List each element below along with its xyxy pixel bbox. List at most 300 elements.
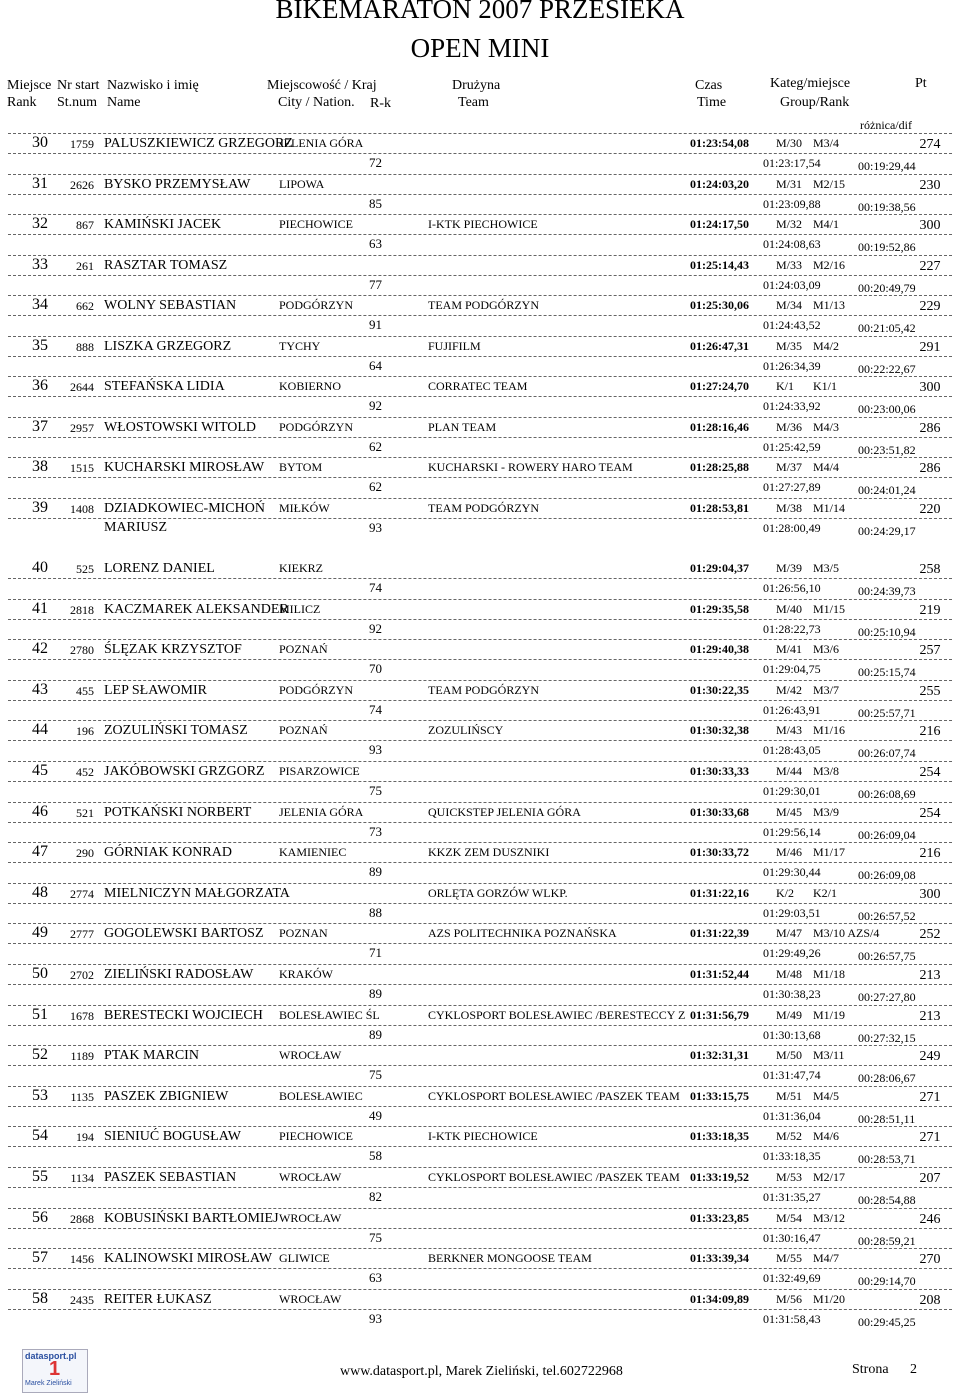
net-time: 01:28:00,49 xyxy=(763,520,821,535)
place-number: 51 xyxy=(32,1005,48,1023)
net-time: 01:26:34,39 xyxy=(763,358,821,373)
header-czas: Czas xyxy=(695,78,723,93)
start-number: 290 xyxy=(76,846,94,861)
header-nazwisko: Nazwisko i imię xyxy=(107,78,199,93)
birth-year: 89 xyxy=(369,1026,382,1042)
place-number: 37 xyxy=(32,417,48,435)
finish-time: 01:31:22,39 xyxy=(690,926,749,941)
finish-time: 01:33:23,85 xyxy=(690,1210,749,1225)
competitor-name: PASZEK ZBIGNIEW xyxy=(104,1088,229,1104)
net-time: 01:23:09,88 xyxy=(763,196,821,211)
team-name: ORLĘTA GORZÓW WLKP. xyxy=(428,885,568,900)
place-number: 44 xyxy=(32,721,48,739)
place-number: 41 xyxy=(32,599,48,617)
finish-time: 01:30:22,35 xyxy=(690,682,749,697)
time-difference: 00:28:53,71 xyxy=(858,1152,916,1167)
start-number: 455 xyxy=(76,683,94,698)
net-time: 01:24:03,09 xyxy=(763,277,821,292)
city: BYTOM xyxy=(279,460,323,474)
header-rank: Rank xyxy=(7,95,37,110)
net-time: 01:31:35,27 xyxy=(763,1190,821,1204)
place-number: 36 xyxy=(32,377,48,394)
city: GLIWICE xyxy=(279,1251,330,1266)
start-number: 1134 xyxy=(70,1171,94,1185)
city: POZNAŃ xyxy=(279,723,328,738)
header-team: Team xyxy=(458,95,489,110)
points: 227 xyxy=(919,258,941,274)
category: M/43 xyxy=(776,723,803,738)
net-time: 01:31:47,74 xyxy=(763,1068,821,1083)
points: 208 xyxy=(919,1292,941,1308)
competitor-name: BERESTECKI WOJCIECH xyxy=(104,1007,263,1023)
table-row xyxy=(0,1005,960,1045)
group-rank: M2/16 xyxy=(813,257,846,272)
table-row xyxy=(0,295,960,335)
place-number: 30 xyxy=(32,134,48,151)
start-number: 521 xyxy=(76,805,94,820)
city: WROCŁAW xyxy=(279,1048,342,1063)
finish-time: 01:24:17,50 xyxy=(690,217,749,231)
category: M/56 xyxy=(776,1291,803,1306)
table-row xyxy=(0,1126,960,1166)
city: PIECHOWICE xyxy=(279,1129,353,1144)
header-roznica: różnica/dif xyxy=(860,118,912,132)
table-row xyxy=(0,376,960,416)
footer-contact: www.datasport.pl, Marek Zieliński, tel.602722968 xyxy=(340,1364,623,1379)
time-difference: 00:23:51,82 xyxy=(858,442,916,457)
group-rank: M1/18 xyxy=(813,967,846,981)
competitor-name: WOLNY SEBASTIAN xyxy=(104,298,237,313)
finish-time: 01:26:47,31 xyxy=(690,338,749,353)
birth-year: 71 xyxy=(369,945,382,961)
start-number: 1408 xyxy=(70,501,94,516)
header-time: Time xyxy=(697,95,727,110)
header-st-num: St.num xyxy=(57,95,98,110)
place-number: 53 xyxy=(32,1086,48,1104)
birth-year: 62 xyxy=(369,438,382,454)
place-number: 31 xyxy=(32,174,48,192)
start-number: 1678 xyxy=(70,1008,94,1023)
net-time: 01:31:58,43 xyxy=(763,1311,821,1326)
birth-year: 73 xyxy=(369,823,382,839)
table-row xyxy=(0,255,960,295)
header-city: City / Nation. xyxy=(278,95,355,110)
table-row xyxy=(0,680,960,720)
team-name: FUJIFILM xyxy=(428,338,481,353)
competitor-name: LISZKA GRZEGORZ xyxy=(104,338,232,354)
points: 300 xyxy=(919,380,941,395)
table-row xyxy=(0,1045,960,1085)
group-rank: M2/15 xyxy=(813,176,846,191)
table-row xyxy=(0,336,960,376)
city: PODGÓRZYN xyxy=(279,682,354,697)
start-number: 2818 xyxy=(70,602,94,617)
page-title: BIKEMARATON 2007 PRZESIEKA xyxy=(275,0,685,24)
finish-time: 01:25:30,06 xyxy=(690,298,749,312)
place-number: 54 xyxy=(32,1127,48,1145)
points: 220 xyxy=(919,501,941,517)
place-number: 46 xyxy=(32,802,48,820)
team-name: AZS POLITECHNIKA POZNAŃSKA xyxy=(428,926,617,941)
finish-time: 01:32:31,31 xyxy=(690,1048,749,1063)
group-rank: M1/14 xyxy=(813,500,846,515)
start-number: 1135 xyxy=(70,1089,94,1104)
competitor-name: LEP SŁAWOMIR xyxy=(104,682,207,698)
group-rank: M1/16 xyxy=(813,723,846,738)
group-rank: M4/4 xyxy=(813,460,840,474)
net-time: 01:29:49,26 xyxy=(763,946,821,961)
place-number: 52 xyxy=(32,1046,48,1064)
start-number: 2777 xyxy=(70,927,94,942)
time-difference: 00:28:59,21 xyxy=(858,1233,916,1248)
points: 270 xyxy=(919,1252,941,1268)
team-name: KUCHARSKI - ROWERY HARO TEAM xyxy=(428,460,633,474)
time-difference: 00:27:32,15 xyxy=(858,1030,916,1045)
time-difference: 00:26:09,04 xyxy=(858,827,916,842)
table-row xyxy=(0,842,960,882)
logo-text: datasport.pl xyxy=(25,1351,77,1361)
group-rank: M1/17 xyxy=(813,845,846,860)
group-rank: M3/8 xyxy=(813,764,840,778)
place-number: 48 xyxy=(32,883,48,901)
time-difference: 00:25:10,94 xyxy=(858,624,916,639)
points: 300 xyxy=(919,886,941,902)
birth-year: 91 xyxy=(369,317,382,332)
place-number: 39 xyxy=(32,498,48,516)
category: M/50 xyxy=(776,1048,803,1063)
table-row xyxy=(0,1086,960,1126)
city: KOBIERNO xyxy=(279,379,341,393)
birth-year: 75 xyxy=(369,1067,382,1083)
finish-time: 01:28:16,46 xyxy=(690,419,749,434)
net-time: 01:25:42,59 xyxy=(763,439,821,454)
category: M/48 xyxy=(776,967,803,981)
competitor-name: BYSKO PRZEMYSŁAW xyxy=(104,176,251,192)
time-difference: 00:28:54,88 xyxy=(858,1193,916,1207)
points: 216 xyxy=(919,846,941,862)
time-difference: 00:19:38,56 xyxy=(858,199,916,214)
birth-year: 93 xyxy=(369,519,382,535)
points: 246 xyxy=(919,1211,941,1227)
table-row xyxy=(0,639,960,679)
group-rank: M3/12 xyxy=(813,1210,846,1225)
table-row xyxy=(0,761,960,801)
competitor-name: GOGOLEWSKI BARTOSZ xyxy=(104,926,264,942)
team-name: CYKLOSPORT BOLESŁAWIEC /BERESTECCY Z xyxy=(428,1007,686,1022)
header-miejsce: Miejsce xyxy=(7,78,52,93)
header-pt: Pt xyxy=(915,76,927,91)
table-row xyxy=(0,923,960,963)
place-number: 56 xyxy=(32,1208,48,1226)
place-number: 35 xyxy=(32,336,48,354)
time-difference: 00:27:27,80 xyxy=(858,990,916,1004)
table-row xyxy=(0,214,960,254)
table-row xyxy=(0,964,960,1004)
city: LIPOWA xyxy=(279,176,325,191)
category: M/52 xyxy=(776,1129,803,1144)
points: 254 xyxy=(919,765,941,780)
birth-year: 74 xyxy=(369,701,382,717)
datasport-logo xyxy=(22,1349,88,1393)
group-rank: M4/7 xyxy=(813,1251,840,1266)
city: MIŁKÓW xyxy=(279,500,330,515)
net-time: 01:29:04,75 xyxy=(763,662,821,677)
points: 213 xyxy=(919,1008,941,1024)
city: PIECHOWICE xyxy=(279,217,353,231)
table-row xyxy=(0,417,960,457)
net-time: 01:26:56,10 xyxy=(763,581,821,595)
birth-year: 85 xyxy=(369,195,382,211)
net-time: 01:30:13,68 xyxy=(763,1027,821,1042)
birth-year: 75 xyxy=(369,783,382,798)
category: M/31 xyxy=(776,176,803,191)
finish-time: 01:24:03,20 xyxy=(690,176,749,191)
table-row xyxy=(0,457,960,497)
competitor-name: PALUSZKIEWICZ GRZEGORZ xyxy=(104,136,293,151)
category: M/33 xyxy=(776,257,803,272)
finish-time: 01:30:33,72 xyxy=(690,845,749,860)
category: M/46 xyxy=(776,845,803,860)
net-time: 01:24:08,63 xyxy=(763,237,821,251)
net-time: 01:32:49,69 xyxy=(763,1271,821,1286)
start-number: 1189 xyxy=(70,1049,94,1064)
competitor-name: RASZTAR TOMASZ xyxy=(104,257,228,273)
time-difference: 00:26:09,08 xyxy=(858,868,916,883)
finish-time: 01:31:52,44 xyxy=(690,967,749,981)
category: M/41 xyxy=(776,642,803,657)
birth-year: 93 xyxy=(369,1310,382,1326)
points: 300 xyxy=(919,218,941,233)
competitor-name: KOBUSIŃSKI BARTŁOMIEJ xyxy=(104,1210,279,1226)
competitor-name: PTAK MARCIN xyxy=(104,1048,199,1064)
time-difference: 00:29:14,70 xyxy=(858,1274,916,1289)
city: KRAKÓW xyxy=(279,967,333,981)
category: M/30 xyxy=(776,136,803,150)
start-number: 2780 xyxy=(70,643,94,658)
header-kateg: Kateg/miejsce xyxy=(770,76,851,91)
net-time: 01:29:56,14 xyxy=(763,824,821,839)
group-rank: M4/5 xyxy=(813,1088,840,1103)
finish-time: 01:23:54,08 xyxy=(690,136,749,150)
points: 291 xyxy=(919,339,941,355)
group-rank: M1/19 xyxy=(813,1007,846,1022)
team-name: TEAM PODGÓRZYN xyxy=(428,682,539,697)
time-difference: 00:19:52,86 xyxy=(858,240,916,254)
competitor-name: LORENZ DANIEL xyxy=(104,561,215,576)
competitor-name: GÓRNIAK KONRAD xyxy=(104,845,232,861)
city: WROCŁAW xyxy=(279,1291,342,1306)
net-time: 01:28:43,05 xyxy=(763,743,821,758)
points: 254 xyxy=(919,805,941,821)
category: M/42 xyxy=(776,682,803,697)
start-number: 2626 xyxy=(70,177,94,192)
start-number: 2957 xyxy=(70,420,94,435)
group-rank: K1/1 xyxy=(813,379,837,393)
category: M/53 xyxy=(776,1170,803,1184)
place-number: 58 xyxy=(32,1289,48,1307)
start-number: 2868 xyxy=(70,1211,94,1226)
finish-time: 01:30:32,38 xyxy=(690,723,749,738)
group-rank: M3/6 xyxy=(813,642,840,657)
city: MILICZ xyxy=(279,601,321,616)
city: JELENIA GÓRA xyxy=(279,804,364,819)
birth-year: 62 xyxy=(369,479,382,494)
table-row xyxy=(0,599,960,639)
logo-author: Marek Zieliński xyxy=(25,1380,72,1387)
time-difference: 00:25:15,74 xyxy=(858,665,916,680)
start-number: 888 xyxy=(76,339,94,354)
start-number: 2435 xyxy=(70,1292,94,1307)
finish-time: 01:34:09,89 xyxy=(690,1291,749,1306)
finish-time: 01:31:56,79 xyxy=(690,1007,749,1022)
net-time: 01:28:22,73 xyxy=(763,621,821,636)
city: POZNAN xyxy=(279,926,328,941)
city: BOLESŁAWIEC xyxy=(279,1088,363,1103)
birth-year: 92 xyxy=(369,398,382,413)
competitor-name: KACZMAREK ALEKSANDER xyxy=(104,601,289,617)
time-difference: 00:23:00,06 xyxy=(858,402,916,416)
team-name: BERKNER MONGOOSE TEAM xyxy=(428,1251,592,1266)
category: M/36 xyxy=(776,419,803,434)
city: TYCHY xyxy=(279,338,321,353)
points: 271 xyxy=(919,1130,941,1146)
time-difference: 00:29:45,25 xyxy=(858,1314,916,1329)
start-number: 867 xyxy=(76,218,94,232)
birth-year: 89 xyxy=(369,864,382,880)
finish-time: 01:29:35,58 xyxy=(690,601,749,616)
net-time: 01:27:27,89 xyxy=(763,480,821,494)
time-difference: 00:28:51,11 xyxy=(858,1111,916,1126)
finish-time: 01:33:39,34 xyxy=(690,1251,749,1266)
start-number: 1759 xyxy=(70,137,94,151)
competitor-name: ZIELIŃSKI RADOSŁAW xyxy=(104,967,254,982)
header-miejscowosc: Miejscowość / Kraj xyxy=(267,78,377,93)
category: M/38 xyxy=(776,500,803,515)
place-number: 50 xyxy=(32,965,48,982)
start-number: 1515 xyxy=(70,461,94,475)
table-row xyxy=(0,802,960,842)
group-rank: M3/7 xyxy=(813,682,840,697)
competitor-name: DZIADKOWIEC-MICHOŃ xyxy=(104,500,265,516)
birth-year: 82 xyxy=(369,1189,382,1204)
time-difference: 00:26:08,69 xyxy=(858,787,916,801)
net-time: 01:24:43,52 xyxy=(763,318,821,332)
place-number: 33 xyxy=(32,255,48,273)
header-rk: R-k xyxy=(370,96,391,111)
start-number: 452 xyxy=(76,765,94,779)
net-time: 01:30:38,23 xyxy=(763,987,821,1001)
group-rank: M2/17 xyxy=(813,1170,846,1184)
time-difference: 00:24:29,17 xyxy=(858,523,916,538)
net-time: 01:29:03,51 xyxy=(763,905,821,920)
category: M/49 xyxy=(776,1007,803,1022)
competitor-name: SIENIUĆ BOGUSŁAW xyxy=(104,1129,241,1145)
category: M/37 xyxy=(776,460,803,474)
start-number: 1456 xyxy=(70,1252,94,1267)
team-name: TEAM PODGÓRZYN xyxy=(428,298,539,312)
table-row xyxy=(0,133,960,173)
competitor-name: ŚLĘZAK KRZYSZTOF xyxy=(104,642,242,658)
net-time: 01:29:30,01 xyxy=(763,784,821,798)
points: 213 xyxy=(919,968,941,983)
time-difference: 00:21:05,42 xyxy=(858,321,916,335)
city: BOLESŁAWIEC ŚL xyxy=(279,1007,380,1022)
start-number: 662 xyxy=(76,299,94,313)
time-difference: 00:28:06,67 xyxy=(858,1071,916,1086)
birth-year: 74 xyxy=(369,580,382,595)
points: 230 xyxy=(919,177,941,193)
category: M/32 xyxy=(776,217,803,231)
points: 274 xyxy=(919,137,941,152)
header-group: Group/Rank xyxy=(780,95,850,110)
competitor-name: WŁOSTOWSKI WITOLD xyxy=(104,419,257,435)
group-rank: K2/1 xyxy=(813,885,837,900)
city: WROCŁAW xyxy=(279,1210,342,1225)
table-row xyxy=(0,558,960,598)
start-number: 2774 xyxy=(70,886,94,901)
city: POZNAŃ xyxy=(279,642,328,657)
competitor-name: JAKÓBOWSKI GRZGORZ xyxy=(104,764,265,779)
birth-year: 58 xyxy=(369,1148,382,1164)
team-name: CORRATEC TEAM xyxy=(428,379,528,393)
points: 219 xyxy=(919,602,941,618)
finish-time: 01:31:22,16 xyxy=(690,885,749,900)
footer-page-number: 2 xyxy=(910,1362,917,1377)
finish-time: 01:33:15,75 xyxy=(690,1088,749,1103)
net-time: 01:23:17,54 xyxy=(763,156,821,170)
birth-year: 88 xyxy=(369,904,382,920)
net-time: 01:26:43,91 xyxy=(763,702,821,717)
city: KAMIENIEC xyxy=(279,845,347,860)
team-name: I-KTK PIECHOWICE xyxy=(428,1129,538,1144)
finish-time: 01:28:25,88 xyxy=(690,460,749,474)
place-number: 47 xyxy=(32,843,48,861)
city: KIEKRZ xyxy=(279,561,323,575)
finish-time: 01:33:19,52 xyxy=(690,1170,749,1184)
team-name: QUICKSTEP JELENIA GÓRA xyxy=(428,804,581,819)
category: M/34 xyxy=(776,298,803,312)
category: M/40 xyxy=(776,601,803,616)
finish-time: 01:30:33,33 xyxy=(690,764,749,778)
page-subtitle: OPEN MINI xyxy=(410,33,550,63)
birth-year: 63 xyxy=(369,236,382,251)
table-row xyxy=(0,1167,960,1207)
time-difference: 00:22:22,67 xyxy=(858,361,916,376)
team-name: PLAN TEAM xyxy=(428,419,497,434)
category: M/45 xyxy=(776,804,803,819)
finish-time: 01:29:40,38 xyxy=(690,642,749,657)
net-time: 01:24:33,92 xyxy=(763,399,821,413)
category: M/39 xyxy=(776,561,803,575)
time-difference: 00:24:01,24 xyxy=(858,483,916,497)
birth-year: 64 xyxy=(369,357,382,373)
place-number: 38 xyxy=(32,458,48,475)
category: K/1 xyxy=(776,379,794,393)
birth-year: 49 xyxy=(369,1107,382,1123)
net-time: 01:29:30,44 xyxy=(763,865,821,880)
city: WROCŁAW xyxy=(279,1170,342,1184)
start-number: 196 xyxy=(76,724,94,739)
time-difference: 00:19:29,44 xyxy=(858,159,916,173)
birth-year: 75 xyxy=(369,1229,382,1245)
points: 286 xyxy=(919,461,941,476)
start-number: 261 xyxy=(76,258,94,273)
start-number: 194 xyxy=(76,1130,94,1145)
time-difference: 00:24:39,73 xyxy=(858,584,916,598)
time-difference: 00:20:49,79 xyxy=(858,280,916,295)
time-difference: 00:26:07,74 xyxy=(858,746,916,761)
birth-year: 63 xyxy=(369,1270,382,1286)
